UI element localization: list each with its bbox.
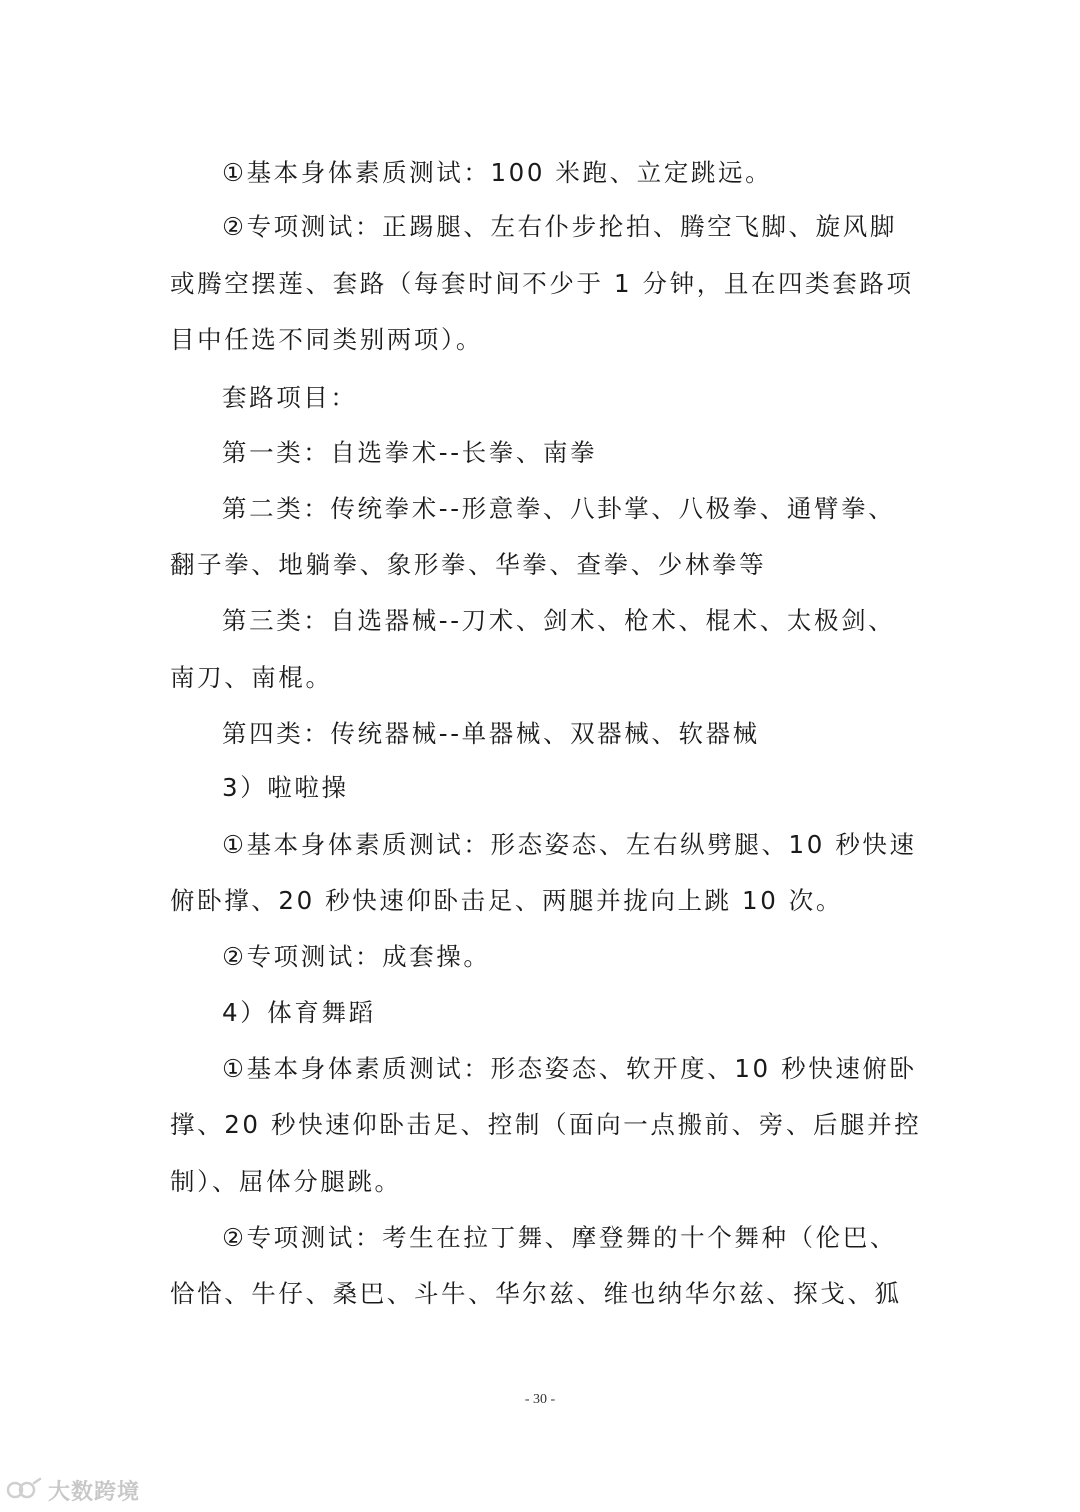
text-line: 套路项目： [222,383,358,412]
text-line: 撑、20 秒快速仰卧击足、控制（面向一点搬前、旁、后腿并控 [170,1110,922,1139]
text-line: 俯卧撑、20 秒快速仰卧击足、两腿并拢向上跳 10 次。 [170,886,844,915]
text-line: ②专项测试：成套操。 [222,942,491,971]
text-line: ①基本身体素质测试：形态姿态、左右纵劈腿、10 秒快速 [222,830,917,859]
text-line: 南刀、南棍。 [170,663,333,692]
text-line: 第三类：自选器械--刀术、剑术、枪术、棍术、太极剑、 [222,606,896,635]
text-line: 恰恰、牛仔、桑巴、斗牛、华尔兹、维也纳华尔兹、探戈、狐 [170,1279,902,1308]
watermark [6,1474,140,1506]
text-line: 目中任选不同类别两项）。 [170,325,483,354]
section-heading: 3）啦啦操 [222,773,349,802]
brand-logo-icon [6,1475,42,1505]
text-line: 第二类：传统拳术--形意拳、八卦掌、八极拳、通臂拳、 [222,494,896,523]
text-line: ①基本身体素质测试：100 米跑、立定跳远。 [222,158,773,187]
watermark-text: 大数跨境 [48,1479,141,1505]
text-line: 第一类：自选拳术--长拳、南拳 [222,438,598,467]
text-line: 第四类：传统器械--单器械、双器械、软器械 [222,719,760,748]
text-line: ②专项测试：考生在拉丁舞、摩登舞的十个舞种（伦巴、 [222,1223,897,1252]
text-line: ②专项测试：正踢腿、左右仆步抡拍、腾空飞脚、旋风脚 [222,212,897,241]
page-number: - 30 - [524,1392,556,1407]
text-line: 翻子拳、地躺拳、象形拳、华拳、查拳、少林拳等 [170,550,767,579]
text-line: 或腾空摆莲、套路（每套时间不少于 1 分钟，且在四类套路项 [170,269,914,298]
section-heading: 4）体育舞蹈 [222,998,376,1027]
text-line: ①基本身体素质测试：形态姿态、软开度、10 秒快速俯卧 [222,1054,917,1083]
text-line: 制）、屈体分腿跳。 [170,1167,402,1196]
